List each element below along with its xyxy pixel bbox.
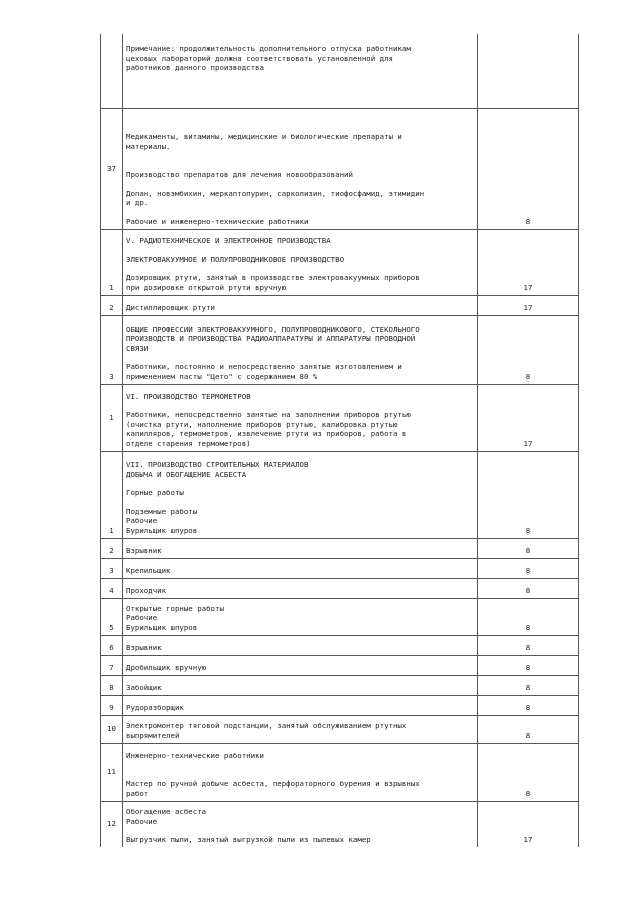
row-days: 8 [478, 695, 579, 715]
row-days: 8 [478, 538, 579, 558]
text-line: Рабочие [126, 613, 158, 623]
row-description [123, 655, 478, 675]
table-row [101, 315, 579, 384]
text-line: работников данного производства [126, 63, 264, 73]
text-line: при дозировке открытой ртути вручную [126, 282, 287, 292]
row-days: 8 [478, 558, 579, 578]
text-line: Рабочие [126, 816, 158, 826]
row-days: 8 [478, 578, 579, 598]
row-days [478, 34, 579, 108]
row-days: 8 [478, 108, 579, 229]
row-description [123, 34, 478, 108]
table-row [101, 108, 579, 229]
row-days: 8 [478, 655, 579, 675]
text-line: Взрывник [126, 545, 162, 555]
row-description [123, 635, 478, 655]
text-line: Допан, новэмбихин, меркаптопурин, сарколизин, тиофосфамид, этимидин [126, 188, 425, 198]
text-line: Дозировщик ртути, занятый в производстве электровакуумных приборов [126, 273, 420, 283]
row-number: 9 [101, 695, 123, 715]
row-description [123, 315, 478, 384]
row-days: 8 [478, 451, 579, 538]
row-description [123, 558, 478, 578]
row-number: 2 [101, 538, 123, 558]
row-number: 6 [101, 635, 123, 655]
row-description [123, 578, 478, 598]
subsection-heading: ОБЩИЕ ПРОФЕССИИ ЭЛЕКТРОВАКУУМНОГО, ПОЛУПРОВОДНИКОВОГО, СТЕКОЛЬНОГО [126, 324, 420, 334]
table-row [101, 538, 579, 558]
table-row [101, 598, 579, 635]
text-line: Бурильщик шпуров [126, 525, 198, 535]
text-line: Работники, постоянно и непосредственно занятые изготовлением и [126, 362, 402, 372]
row-number: 11 [101, 743, 123, 801]
text-line: Выгрузчик пыли, занятый выгрузкой пыли из пылевых камер [126, 835, 371, 845]
subsection-heading: ЭЛЕКТРОВАКУУМНОЕ И ПОЛУПРОВОДНИКОВОЕ ПРОИЗВОДСТВО [126, 254, 345, 264]
text-line: Медикаменты, витамины, медицинские и биологические препараты и [126, 131, 402, 141]
row-number: 10 [101, 715, 123, 743]
row-description [123, 695, 478, 715]
row-description [123, 384, 478, 451]
table-row [101, 229, 579, 295]
row-days: 17 [478, 229, 579, 295]
table-row [101, 675, 579, 695]
table-row [101, 451, 579, 538]
row-description [123, 801, 478, 847]
text-line: Электромонтер тяговой подстанции, занятый обслуживанием ртутных [126, 721, 407, 731]
table-row [101, 295, 579, 315]
row-number: 1 [101, 229, 123, 295]
table-row [101, 578, 579, 598]
row-number: 12 [101, 801, 123, 847]
text-line: применением пасты "Цето" с содержанием 80 % [126, 371, 318, 381]
section-heading: V. РАДИОТЕХНИЧЕСКОЕ И ЭЛЕКТРОННОЕ ПРОИЗВОДСТВА [126, 236, 331, 246]
table-row [101, 635, 579, 655]
row-days: 17 [478, 801, 579, 847]
row-description [123, 451, 478, 538]
table-row [101, 558, 579, 578]
row-days: 8 [478, 315, 579, 384]
text-line: Дистиллировщик ртути [126, 302, 215, 312]
row-number: 2 [101, 295, 123, 315]
row-days: 8 [478, 598, 579, 635]
text-line: Открытые горные работы [126, 603, 224, 613]
text-line: Рудоразборщик [126, 702, 184, 712]
table-row [101, 655, 579, 675]
row-days: 8 [478, 715, 579, 743]
row-description [123, 743, 478, 801]
row-days: 8 [478, 675, 579, 695]
text-line: Мастер по ручной добыче асбеста, перфораторного бурения и взрывных [126, 779, 420, 789]
row-description [123, 229, 478, 295]
text-line: Подземные работы [126, 506, 198, 516]
text-line: Дробильщик вручную [126, 662, 207, 672]
table-row [101, 715, 579, 743]
text-line: капилляров, термометров, извлечение ртути из приборов, работа в [126, 429, 407, 439]
text-line: Работники, непосредственно занятые на заполнении приборов ртутью [126, 410, 411, 420]
row-description [123, 538, 478, 558]
text-line: отделе старения термометров) [126, 438, 251, 448]
text-line: Крепильщик [126, 565, 171, 575]
row-number: 1 [101, 451, 123, 538]
text-line: Производство препаратов для лечения новообразований [126, 170, 353, 180]
text-line: Бурильщик шпуров [126, 622, 198, 632]
row-number: 8 [101, 675, 123, 695]
text-line: Взрывник [126, 642, 162, 652]
row-number: 3 [101, 315, 123, 384]
section-heading: VII. ПРОИЗВОДСТВО СТРОИТЕЛЬНЫХ МАТЕРИАЛОВ [126, 459, 309, 469]
text-line: (очистка ртути, наполнение приборов ртутью, калибровка ртутью [126, 419, 398, 429]
row-days: 17 [478, 295, 579, 315]
text-line: выпрямителей [126, 730, 180, 740]
row-number [101, 34, 123, 108]
text-line: Примечание: продолжительность дополнительного отпуска работникам [126, 44, 411, 53]
row-number: 7 [101, 655, 123, 675]
subsection-heading: ПРОИЗВОДСТВ И ПРОИЗВОДСТВА РАДИОАППАРАТУРЫ И АППАРАТУРЫ ПРОВОДНОЙ [126, 334, 416, 344]
table-row [101, 743, 579, 801]
row-days: 8 [478, 743, 579, 801]
row-description [123, 295, 478, 315]
text-line: Горные работы [126, 488, 184, 498]
text-line: работ [126, 788, 149, 798]
row-description [123, 598, 478, 635]
text-line: Рабочие и инженерно-технические работники [126, 216, 309, 226]
row-days: 8 [478, 635, 579, 655]
text-line: Рабочие [126, 516, 158, 526]
subsection-heading: СВЯЗИ [126, 343, 149, 353]
row-description [123, 675, 478, 695]
table-row [101, 384, 579, 451]
row-number: 4 [101, 578, 123, 598]
row-days: 17 [478, 384, 579, 451]
text-line: Обогащение асбеста [126, 807, 207, 817]
text-line: и др. [126, 198, 149, 208]
text-line: материалы. [126, 141, 171, 151]
table-row [101, 801, 579, 847]
row-number: 1 [101, 384, 123, 451]
section-heading: VI. ПРОИЗВОДСТВО ТЕРМОМЕТРОВ [126, 391, 251, 401]
text-line: цеховых лабораторий должна соответствовать установленной для [126, 53, 393, 63]
table-row [101, 34, 579, 108]
row-number: 37 [101, 108, 123, 229]
subsection-heading: ДОБЫЧА И ОБОГАЩЕНИЕ АСБЕСТА [126, 469, 247, 479]
leave-table [100, 34, 579, 847]
text-line: Забойщик [126, 682, 162, 692]
row-description [123, 108, 478, 229]
text-line: Инженерно-технические работники [126, 750, 264, 760]
row-description [123, 715, 478, 743]
row-number: 5 [101, 598, 123, 635]
text-line: Проходчик [126, 585, 167, 595]
row-number: 3 [101, 558, 123, 578]
table-row [101, 695, 579, 715]
